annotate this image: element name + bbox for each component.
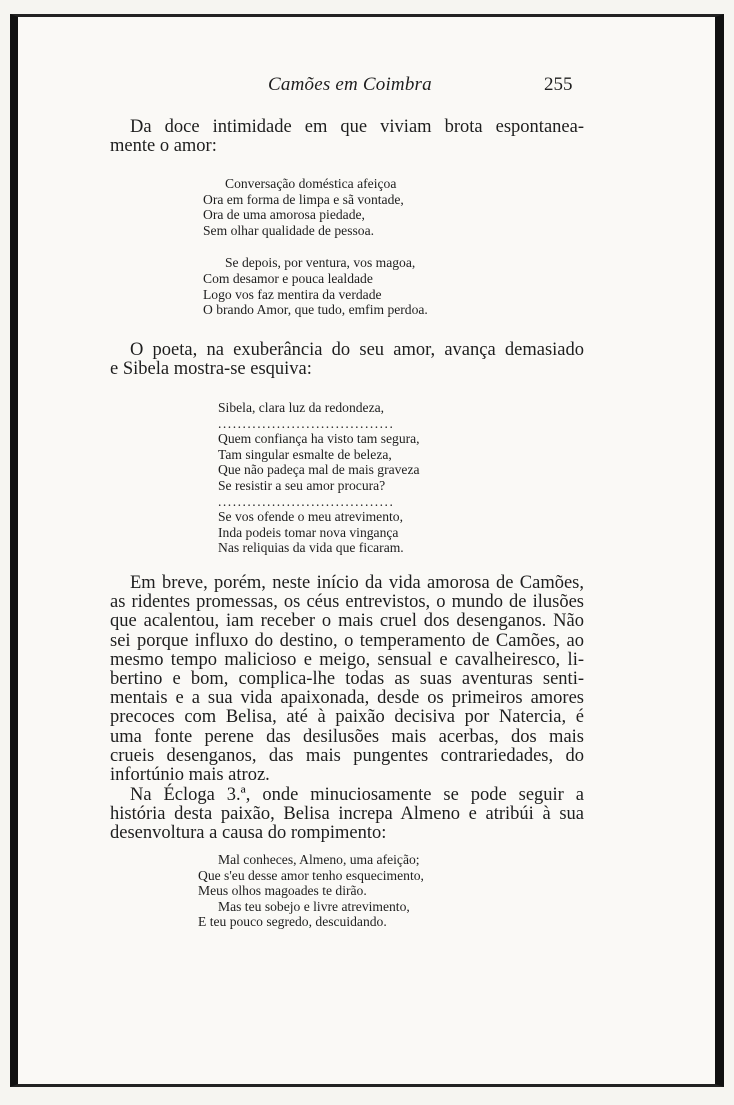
ellipsis-line: .................................... — [218, 415, 395, 431]
paragraph-2 — [110, 341, 584, 379]
verse-line: E teu pouco segredo, descuidando. — [198, 914, 387, 930]
verse-line: O brando Amor, que tudo, emfim perdoa. — [203, 302, 428, 318]
verse-line: Sem olhar qualidade de pessoa. — [203, 222, 375, 238]
verse-line: Meus olhos magoades te dirão. — [198, 883, 367, 899]
text-line: sei porque influxo do destino, o temperamento de Camões, ao — [110, 630, 584, 651]
verse-quote-2 — [218, 400, 420, 556]
verse-line: Mas teu sobejo e livre atrevimento, — [218, 898, 410, 914]
verse-line: Inda podeis tomar nova vingança — [218, 524, 399, 540]
verse-line: Tam singular esmalte de beleza, — [218, 446, 392, 462]
text-line: infortúnio mais atroz. — [110, 765, 270, 786]
text-line: bertino e bom, complica-lhe todas as suas aventuras senti- — [110, 669, 584, 690]
text-line: precoces com Belisa, até à paixão decisiva por Natercia, é — [110, 707, 584, 728]
verse-line: Se resistir a seu amor procura? — [218, 477, 386, 493]
verse-line: Ora de uma amorosa piedade, — [203, 207, 365, 223]
text-line: mentais e a sua vida apaixonada, desde os primeiros amores — [110, 688, 584, 709]
text-line: Da doce intimidade em que viviam brota espontanea- — [130, 117, 584, 137]
running-head — [0, 74, 734, 98]
paragraph-4 — [110, 786, 584, 844]
ellipsis-line: .................................... — [218, 493, 395, 509]
verse-line: Ora em forma de limpa e sã vontade, — [203, 191, 404, 207]
text-line: desenvoltura a causa do rompimento: — [110, 823, 387, 844]
verse-line: Que não padeça mal de mais graveza — [218, 462, 420, 478]
verse-line: Se vos ofende o meu atrevimento, — [218, 509, 403, 525]
verse-line: Que s'eu desse amor tenho esquecimento, — [198, 867, 424, 883]
text-line: que acalentou, iam receber o mais cruel dos desenganos. Não — [110, 611, 584, 632]
text-line: as ridentes promessas, os céus entrevistos, o mundo de ilusões — [110, 592, 584, 613]
paragraph-1 — [110, 118, 584, 156]
verse-line: Com desamor e pouca lealdade — [203, 270, 373, 286]
verse-line: Logo vos faz mentira da verdade — [203, 286, 382, 302]
text-line: mente o amor: — [110, 136, 217, 156]
verse-line: Nas reliquias da vida que ficaram. — [218, 540, 404, 556]
verse-line: Quem confiança ha visto tam segura, — [218, 431, 420, 447]
verse-line: Conversação doméstica afeiçoa — [225, 176, 397, 191]
text-line: e Sibela mostra-se esquiva: — [110, 359, 312, 379]
text-line: uma fonte perene das desilusões mais acerbas, dos mais — [110, 726, 584, 747]
text-line: mesmo tempo malicioso e meigo, sensual e cavalheiresco, li- — [110, 649, 584, 670]
text-line: Em breve, porém, neste início da vida amorosa de Camões, — [130, 573, 584, 593]
paragraph-3 — [110, 574, 584, 785]
verse-line: Sibela, clara luz da redondeza, — [218, 400, 385, 415]
verse-line: Mal conheces, Almeno, uma afeição; — [218, 852, 420, 867]
text-line: O poeta, na exuberância do seu amor, avança demasiado — [130, 340, 584, 360]
text-line: Na Écloga 3.ª, onde minuciosamente se pode seguir a — [130, 785, 584, 805]
text-line: história desta paixão, Belisa increpa Almeno e atribúi à sua — [110, 804, 584, 825]
verse-line: Se depois, por ventura, vos magoa, — [225, 255, 416, 271]
text-line: crueis desenganos, das mais pungentes contrariedades, do — [110, 745, 584, 766]
verse-quote-3 — [198, 852, 424, 930]
page-number: 255 — [544, 74, 573, 95]
verse-quote-1 — [203, 176, 428, 318]
running-title: Camões em Coimbra — [268, 74, 432, 95]
